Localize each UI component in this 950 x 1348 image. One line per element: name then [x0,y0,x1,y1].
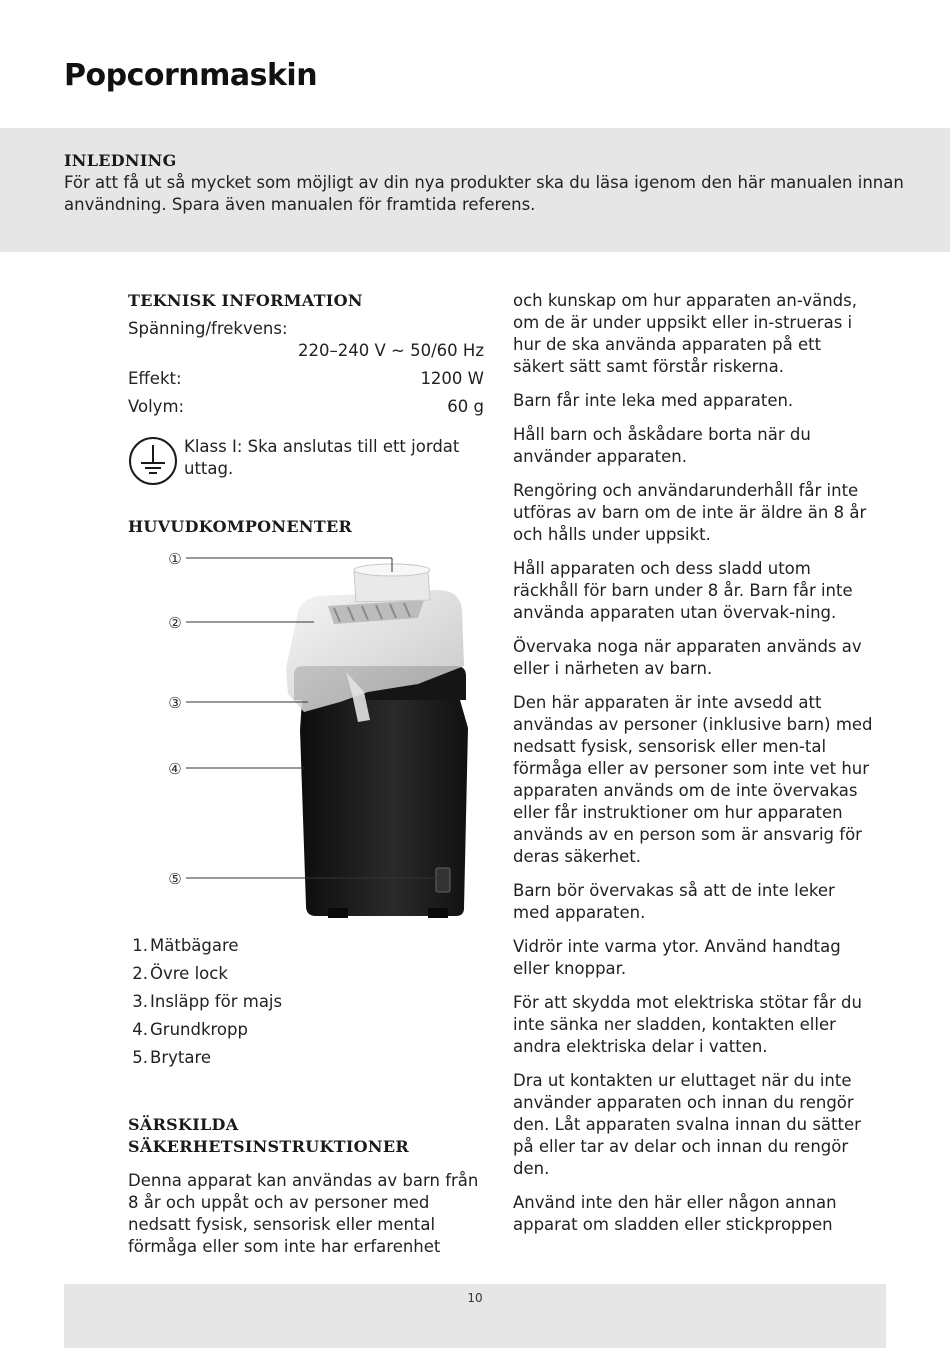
list-item: 3. Insläpp för majs [132,992,283,1011]
intro-text: För att få ut så mycket som möjligt av din nya produkter ska du läsa igenom den här manualen innan användning. Spara även manualen för framtida referens. [64,173,904,214]
intro-heading: INLEDNING [64,151,177,170]
safety-heading [128,1114,484,1158]
paragraph: Dra ut kontakten ur eluttaget när du inte använder apparaten och innan du rengör den. Låt apparaten svalna innan du sätter på eller tar av delar och innan du rengör den. [513,1071,861,1178]
paragraph: Barn bör övervakas så att de inte leker med apparaten. [513,881,835,922]
class-text: Klass I: Ska anslutas till ett jordat uttag. [184,437,460,478]
paragraph: För att skydda mot elektriska stötar får du inte sänka ner sladden, kontakten eller andra elektriska delar i vatten. [513,993,862,1056]
safety-intro: Denna apparat kan användas av barn från 8 år och uppåt och av personer med nedsatt fysisk, sensorisk eller mental förmåga eller som inte har erfarenhet [128,1171,479,1256]
product-figure [128,544,484,924]
components-heading: HUVUDKOMPONENTER [128,517,353,536]
callout-3: ③ [168,694,182,712]
paragraph: Övervaka noga när apparaten används av eller i närheten av barn. [513,637,862,678]
list-item: 2. Övre lock [132,964,228,983]
power-label: Effekt: [128,369,182,388]
paragraph: Rengöring och användarunderhåll får inte utföras av barn om de inte är äldre än 8 år och hålls under uppsikt. [513,481,867,544]
paragraph: Håll apparaten och dess sladd utom räckhåll för barn under 8 år. Barn får inte använda apparaten utan övervak-ning. [513,559,853,622]
power-row [128,368,484,390]
volume-value: 60 g [447,397,484,416]
earth-ground-icon [128,436,178,486]
left-column [128,290,484,1258]
parts-list [128,932,484,1072]
paragraph: Vidrör inte varma ytor. Använd handtag eller knoppar. [513,937,841,978]
volume-row [128,396,484,418]
paragraph: Håll barn och åskådare borta när du använder apparaten. [513,425,811,466]
popcorn-machine-illustration [128,544,484,924]
safety-heading-line1: SÄRSKILDA [128,1115,239,1134]
page-number: 10 [467,1291,483,1305]
volume-label: Volym: [128,397,185,416]
list-item: 4. Grundkropp [132,1020,248,1039]
callout-5: ⑤ [168,870,182,888]
paragraph: Barn får inte leka med apparaten. [513,391,794,410]
tech-heading: TEKNISK INFORMATION [128,291,363,310]
protection-class [128,436,484,486]
paragraph: Använd inte den här eller någon annan apparat om sladden eller stickproppen [513,1193,837,1234]
safety-heading-line2: SÄKERHETSINSTRUKTIONER [128,1137,409,1156]
paragraph: Den här apparaten är inte avsedd att användas av personer (inklusive barn) med nedsatt fysisk, sensorisk eller men-tal förmåga eller av personer som inte vet hur apparaten används om de inte övervakas eller får instruktioner om hur apparaten används av en person som är ansvarig för deras säkerhet. [513,693,873,866]
callout-2: ② [168,614,182,632]
voltage-value: 220–240 V ~ 50/60 Hz [298,341,484,360]
list-item: 1. Mätbägare [132,936,239,955]
right-column [513,290,873,1248]
callout-4: ④ [168,760,182,778]
paragraph: och kunskap om hur apparaten an-vänds, om de är under uppsikt eller in-strueras i hur de ska använda apparaten på ett säkert sätt samt förstår riskerna. [513,291,857,376]
page-title: Popcornmaskin [64,58,318,93]
voltage-label: Spänning/frekvens: [128,319,288,338]
list-item: 5. Brytare [132,1048,212,1067]
power-value: 1200 W [420,369,484,388]
callout-1: ① [168,550,182,568]
